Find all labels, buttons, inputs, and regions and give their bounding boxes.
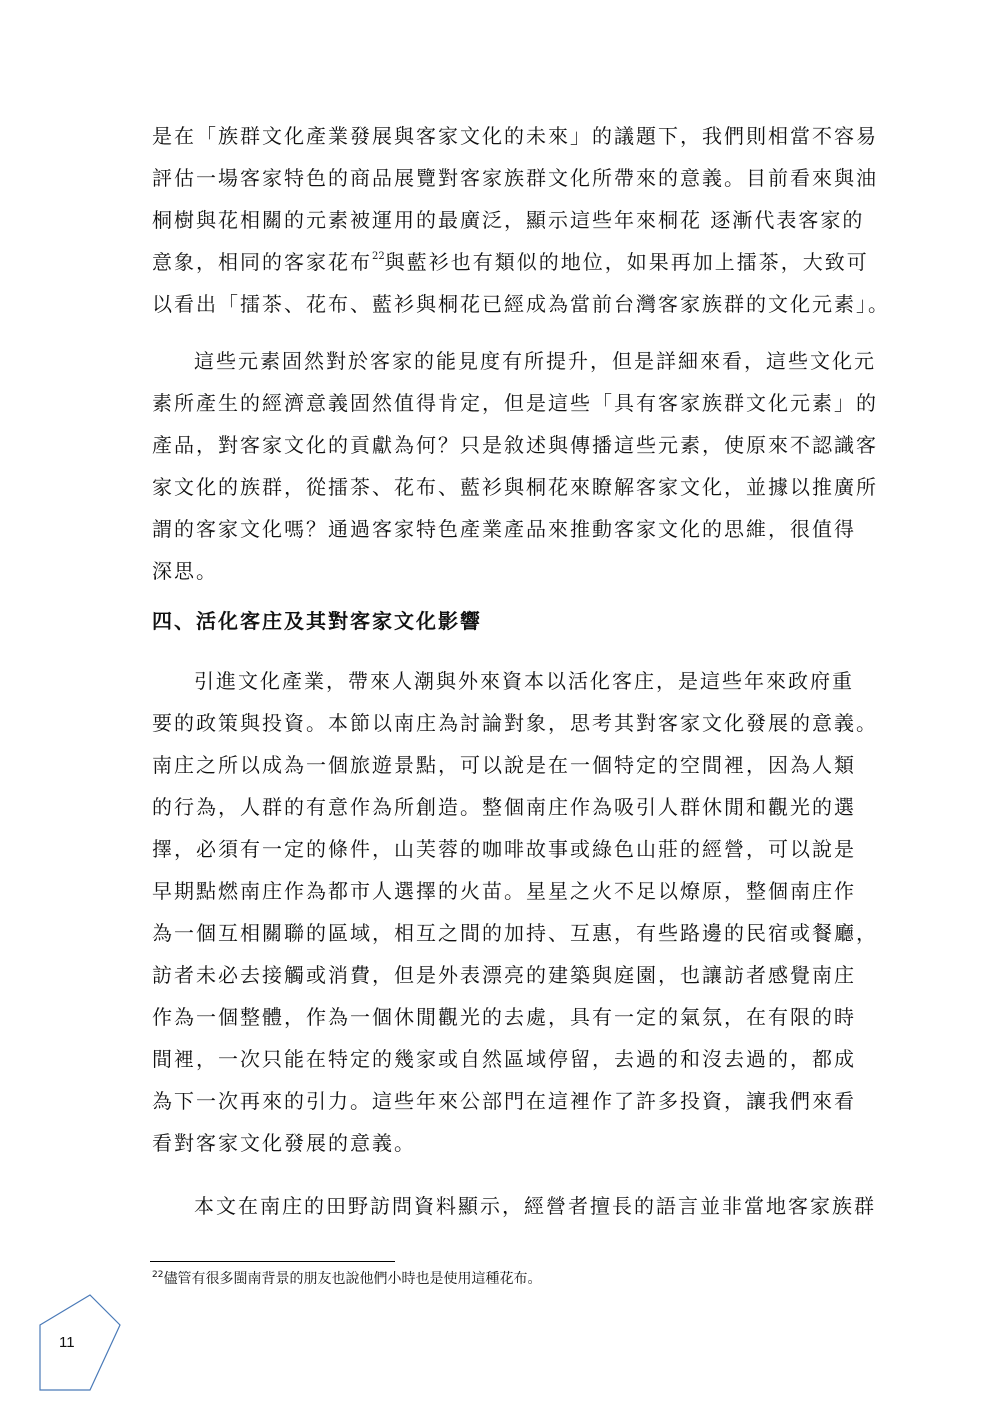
paragraph-line: 深思。: [152, 559, 218, 583]
line-text-before-ref: 意象，相同的客家花布: [152, 250, 372, 274]
footnote-number: 22: [152, 1270, 164, 1280]
line-text-after-ref: 與藍衫也有類似的地位，如果再加上擂茶，大致可: [384, 250, 869, 274]
page-number: 11: [59, 1334, 75, 1351]
paragraph-line: 早期點燃南庄作為都市人選擇的火苗。星星之火不足以燎原，整個南庄作: [152, 879, 856, 903]
footnote: [152, 1268, 541, 1290]
section-heading: 四、活化客庄及其對客家文化影響: [152, 609, 482, 633]
paragraph-3: [152, 660, 892, 1164]
paragraph-line: 素所產生的經濟意義固然值得肯定，但是這些「具有客家族群文化元素」的: [152, 391, 878, 415]
paragraph-line: 擇，必須有一定的條件，山芙蓉的咖啡故事或綠色山莊的經營，可以說是: [152, 837, 856, 861]
paragraph-line: 謂的客家文化嗎？通過客家特色產業產品來推動客家文化的思維，很值得: [152, 517, 856, 541]
paragraph-line: 本文在南庄的田野訪問資料顯示，經營者擅長的語言並非當地客家族群: [194, 1194, 876, 1218]
paragraph-line: 作為一個整體，作為一個休閒觀光的去處，具有一定的氣氛，在有限的時: [152, 1005, 856, 1029]
paragraph-line: 桐樹與花相關的元素被運用的最廣泛，顯示這些年來桐花 逐漸代表客家的: [152, 208, 865, 232]
paragraph-line: 訪者未必去接觸或消費，但是外表漂亮的建築與庭園，也讓訪者感覺南庄: [152, 963, 856, 987]
paragraph-2: [152, 340, 892, 592]
paragraph-line: 南庄之所以成為一個旅遊景點，可以說是在一個特定的空間裡，因為人類: [152, 753, 856, 777]
paragraph-line: 看對客家文化發展的意義。: [152, 1131, 416, 1155]
paragraph-line: 是在「族群文化產業發展與客家文化的未來」的議題下，我們則相當不容易: [152, 124, 878, 148]
footnote-text: 儘管有很多閩南背景的朋友也說他們小時也是使用這種花布。: [163, 1271, 542, 1287]
footnote-reference[interactable]: 22: [372, 251, 385, 262]
paragraph-line-with-footnote-ref: [152, 241, 892, 283]
paragraph-line: 引進文化產業，帶來人潮與外來資本以活化客庄，是這些年來政府重: [194, 669, 854, 693]
paragraph-line: 為下一次再來的引力。這些年來公部門在這裡作了許多投資，讓我們來看: [152, 1089, 856, 1113]
paragraph-line: 以看出「擂茶、花布、藍衫與桐花已經成為當前台灣客家族群的文化元素」。: [152, 292, 890, 316]
page-marker-outline: [40, 1295, 120, 1390]
paragraph-line: 產品，對客家文化的貢獻為何？只是敘述與傳播這些元素，使原來不認識客: [152, 433, 878, 457]
paragraph-line: 家文化的族群，從擂茶、花布、藍衫與桐花來瞭解客家文化，並據以推廣所: [152, 475, 878, 499]
paragraph-line: 這些元素固然對於客家的能見度有所提升，但是詳細來看，這些文化元: [194, 349, 876, 373]
paragraph-line: 評估一場客家特色的商品展覽對客家族群文化所帶來的意義。目前看來與油: [152, 166, 878, 190]
page-marker-pentagon-icon: [20, 1290, 130, 1400]
paragraph-line: 間裡，一次只能在特定的幾家或自然區域停留，去過的和沒去過的，都成: [152, 1047, 856, 1071]
footnote-divider: [150, 1261, 395, 1262]
paragraph-line: 的行為，人群的有意作為所創造。整個南庄作為吸引人群休閒和觀光的選: [152, 795, 856, 819]
paragraph-4: [152, 1185, 892, 1227]
paragraph-line: 要的政策與投資。本節以南庄為討論對象，思考其對客家文化發展的意義。: [152, 711, 878, 735]
paragraph-line: 為一個互相關聯的區域，相互之間的加持、互惠，有些路邊的民宿或餐廳，: [152, 921, 878, 945]
paragraph-1: [152, 115, 892, 325]
